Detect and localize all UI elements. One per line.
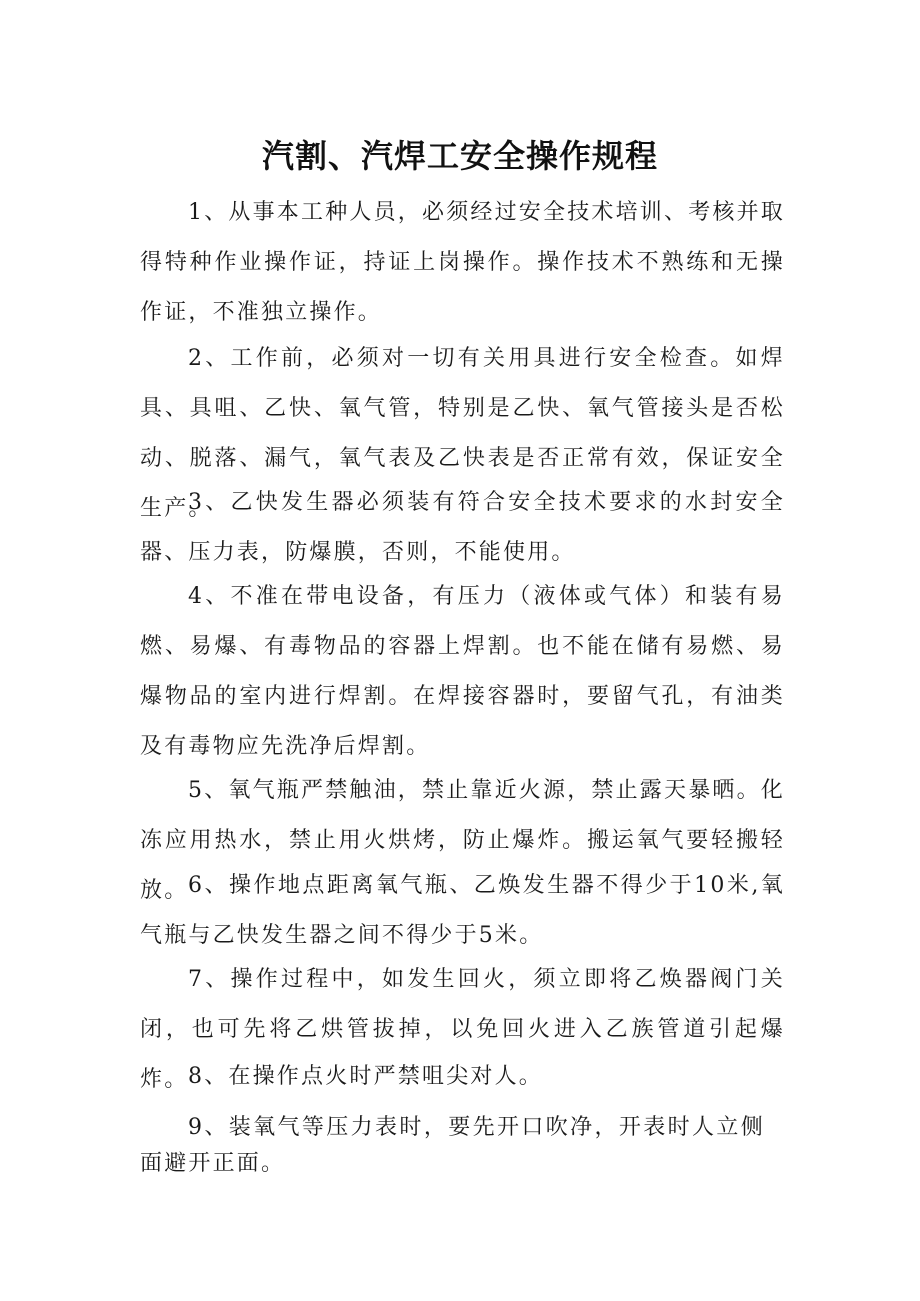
rule-paragraph-9: 9、装氧气等压力表时，要先开口吹净，开表时人立侧面避开正面。 [140, 1115, 765, 1176]
rule-paragraph-2: 2、工作前，必须对一切有关用具进行安全检查。如焊具、具咀、乙快、氧气管，特别是乙快、氧气管接头是否松动、脱落、漏气，氧气表及乙快表是否正常有效，保证安全生产。 [140, 346, 785, 521]
rule-paragraph-1: 1、从事本工种人员，必须经过安全技术培训、考核并取得特种作业操作证，持证上岗操作。操作技术不熟练和无操作证，不准独立操作。 [140, 200, 785, 325]
rule-paragraph-7: 7、操作过程中，如发生回火，须立即将乙焕器阀门关闭，也可先将乙烘管拔掉，以免回火进入乙族管道引起爆炸。 [140, 967, 785, 1092]
page-title: 汽割、汽焊工安全操作规程 [261, 137, 658, 175]
rule-paragraph-5: 5、氧气瓶严禁触油，禁止靠近火源，禁止露天暴晒。化冻应用热水，禁止用火烘烤，防止爆炸。搬运氧气要轻搬轻放。 [140, 778, 785, 903]
rule-paragraph-8: 8、在操作点火时严禁咀尖对人。 [188, 1064, 543, 1089]
rule-paragraph-4: 4、不准在带电设备，有压力（液体或气体）和装有易燃、易爆、有毒物品的容器上焊割。也不能在储有易燃、易爆物品的室内进行焊割。在焊接容器时，要留气孔，有油类及有毒物应先洗净后焊割。 [140, 584, 785, 759]
rule-paragraph-6: 6、操作地点距离氧气瓶、乙焕发生器不得少于10米,氧气瓶与乙快发生器之间不得少于5米。 [140, 873, 785, 948]
rule-paragraph-3: 3、乙快发生器必须装有符合安全技术要求的水封安全器、压力表，防爆膜，否则，不能使用。 [140, 490, 785, 565]
